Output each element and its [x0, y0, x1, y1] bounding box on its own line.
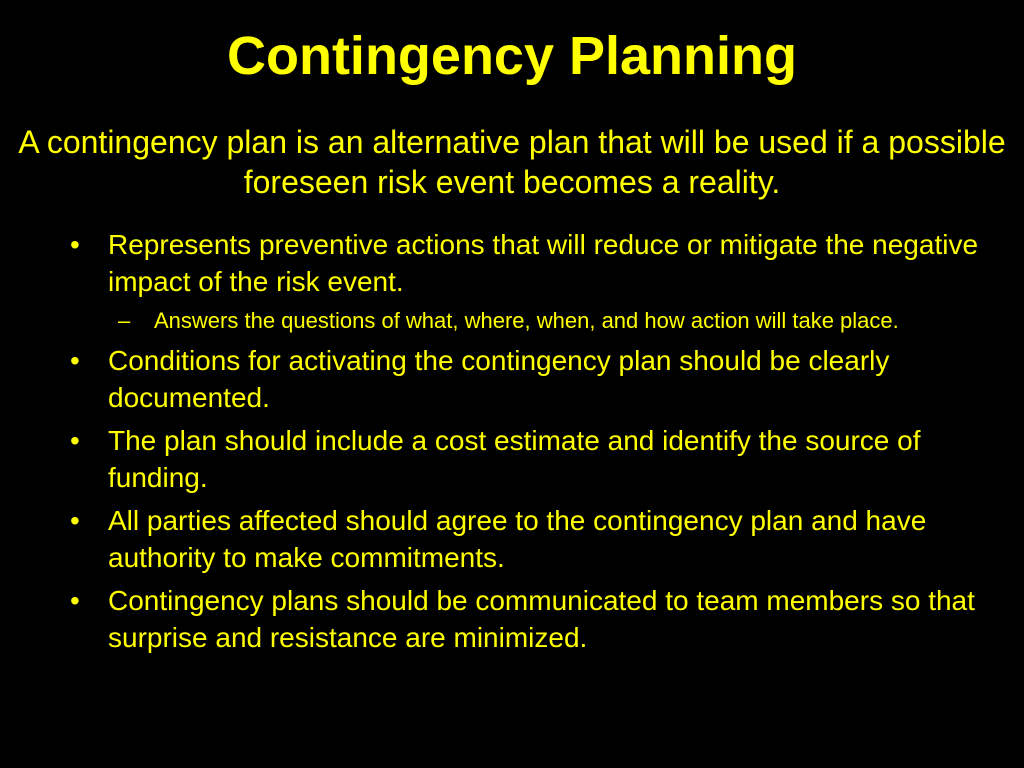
bullet-marker: • [70, 505, 80, 536]
slide-title: Contingency Planning [226, 26, 797, 86]
bullet-marker: • [70, 585, 80, 616]
bullet-item [70, 422, 1000, 496]
bullet-item [70, 342, 1000, 416]
intro-paragraph: A contingency plan is an alternative plan that will be used if a possible foreseen risk event becomes a reality. [18, 124, 1006, 200]
sub-bullet-text: Answers the questions of what, where, when, and how action will take place. [154, 308, 899, 333]
bullet-text: Conditions for activating the contingency plan should be clearly documented. [108, 345, 890, 413]
bullet-marker: • [70, 229, 80, 260]
bullet-marker: • [70, 345, 80, 376]
bullet-item [70, 582, 1000, 656]
bullet-item [70, 502, 1000, 576]
bullet-item [70, 226, 1000, 300]
sub-bullet-item [70, 306, 1000, 336]
bullet-marker: • [70, 425, 80, 456]
bullet-text: All parties affected should agree to the contingency plan and have authority to make commitments. [108, 505, 927, 573]
bullet-text: Contingency plans should be communicated to team members so that surprise and resistance are minimized. [108, 585, 975, 653]
bullet-text: The plan should include a cost estimate and identify the source of funding. [108, 425, 921, 493]
bullet-text: Represents preventive actions that will reduce or mitigate the negative impact of the risk event. [108, 229, 979, 297]
sub-bullet-marker: – [118, 308, 131, 333]
bullet-list [70, 226, 1000, 662]
